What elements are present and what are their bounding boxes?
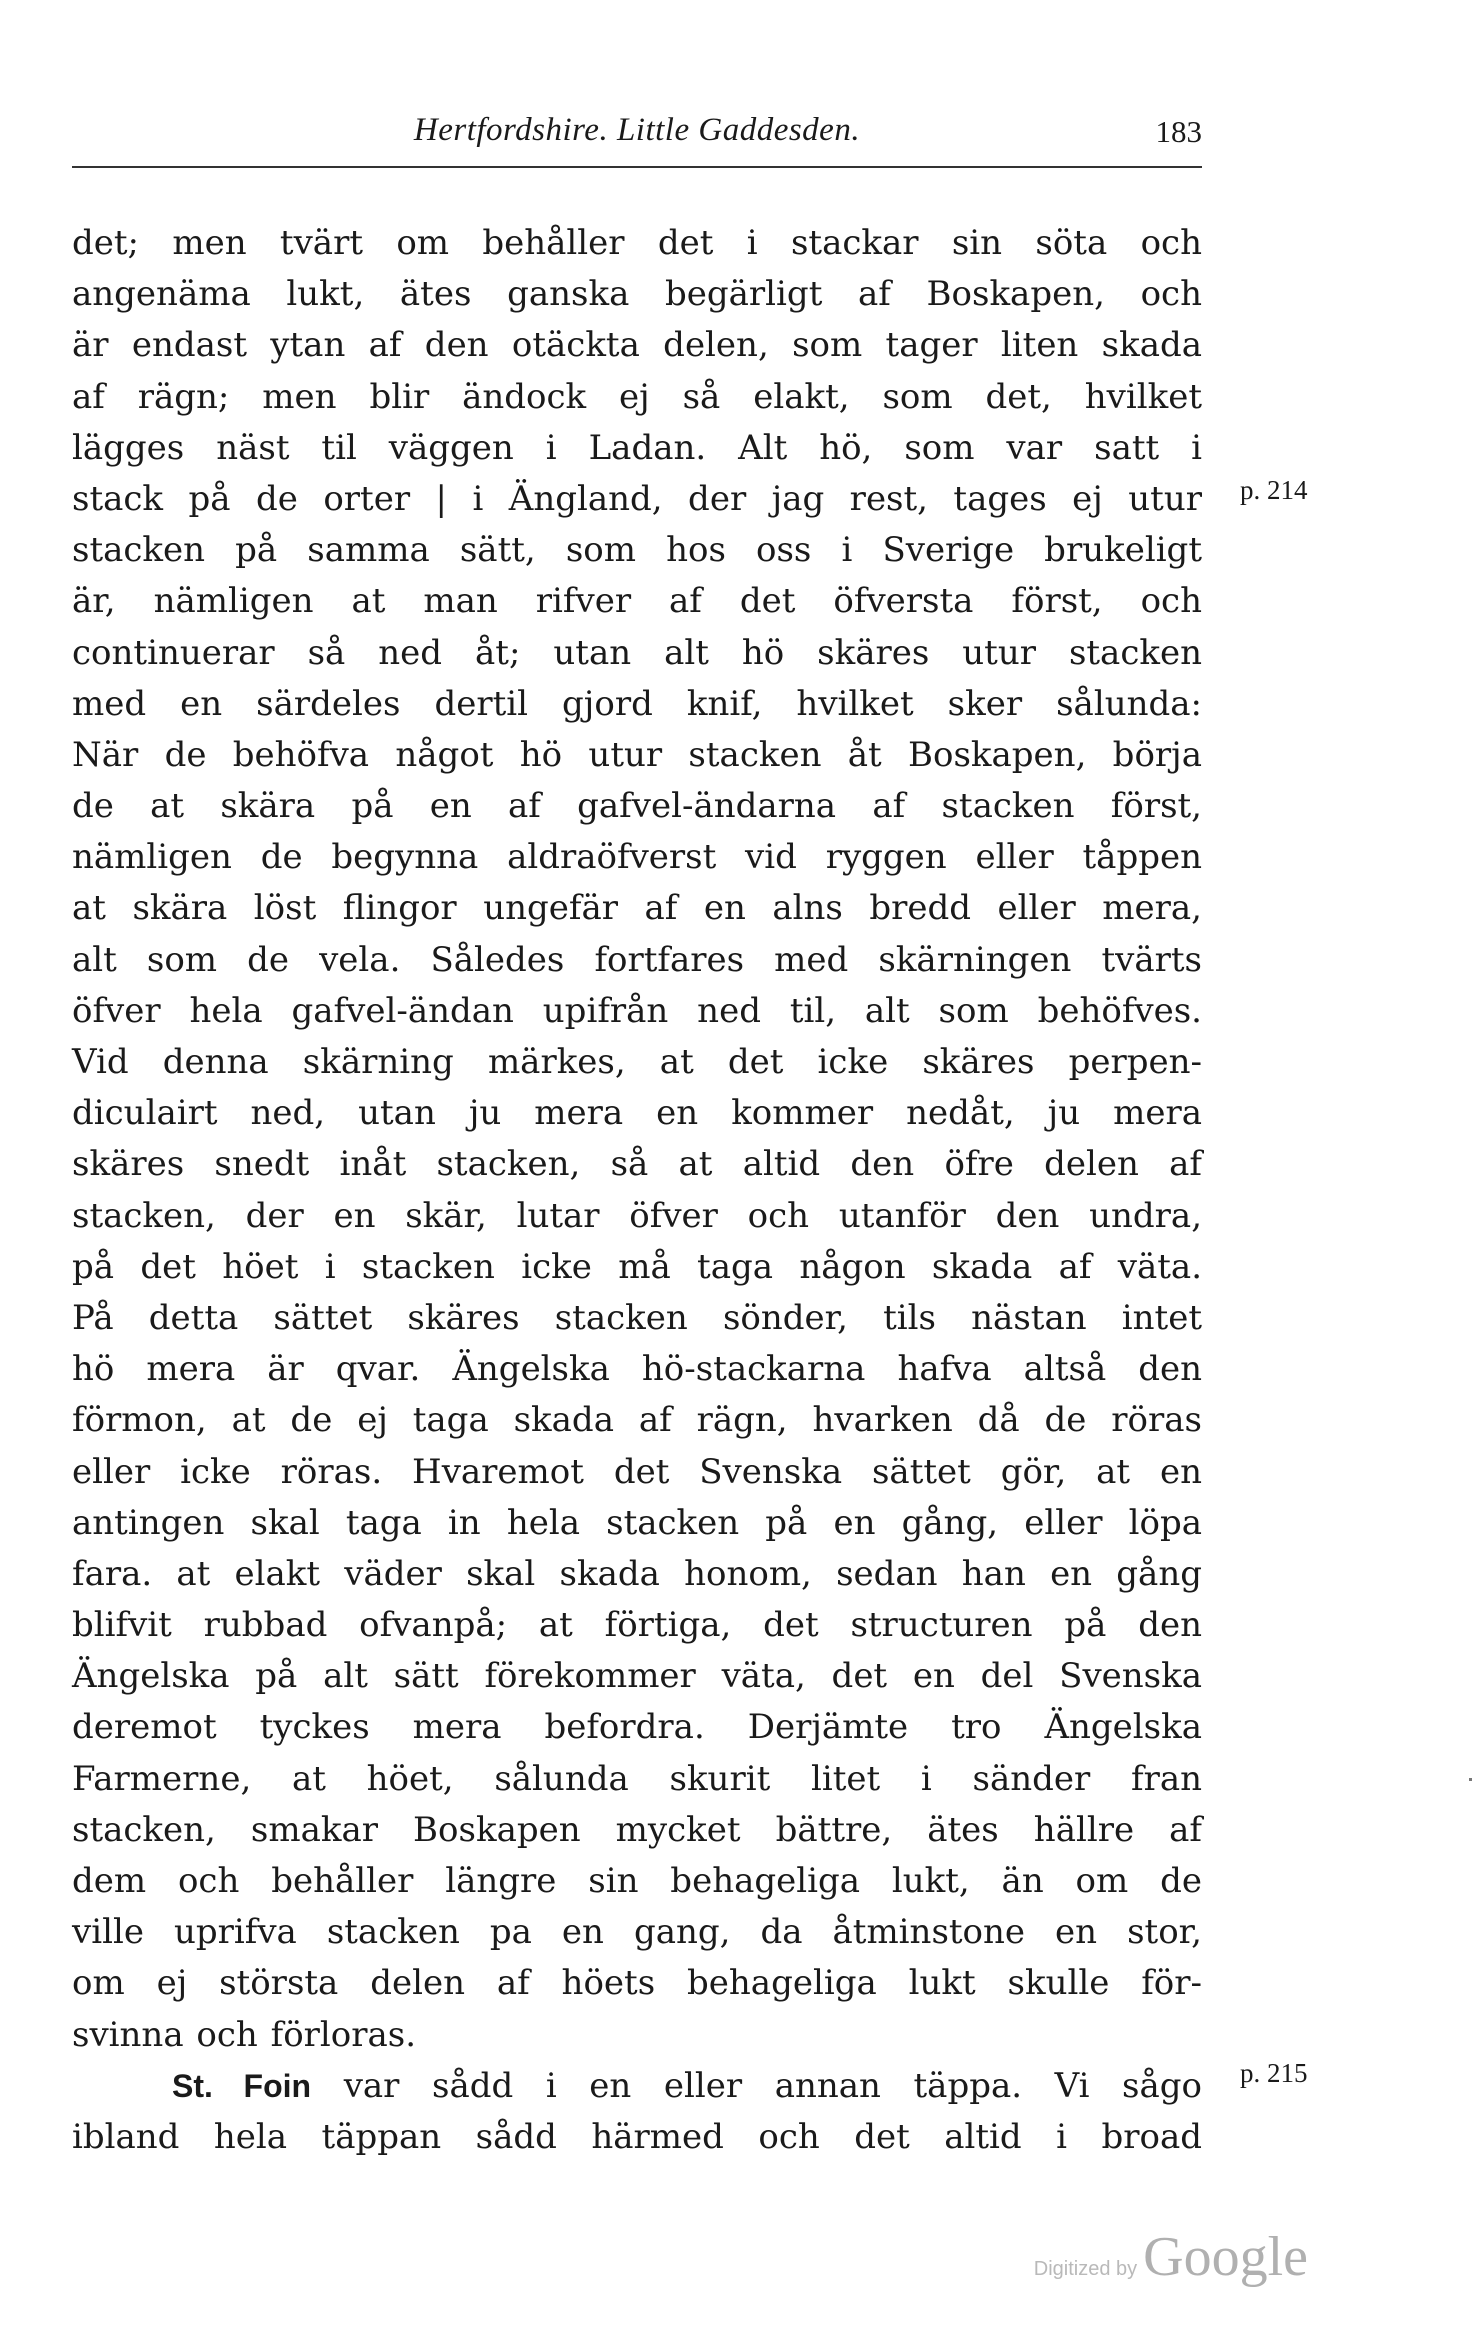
text-fragment: var sådd i en eller annan täppa. Vi sågo bbox=[343, 2065, 1203, 2106]
text-line: de at skära på en af gafvel-ändarna af stacken först, bbox=[72, 786, 1202, 827]
text-line: ville uprifva stacken pa en gang, da åtminstone en stor, bbox=[72, 1912, 1202, 1953]
text-line: är endast ytan af den otäckta delen, som tager liten skada bbox=[72, 325, 1202, 366]
text-line: om ej största delen af höets behageliga lukt skulle för- bbox=[72, 1963, 1202, 2004]
text-line: På detta sättet skäres stacken sönder, tils nästan intet bbox=[72, 1297, 1202, 1338]
text-line: eller icke röras. Hvaremot det Svenska sättet gör, at en bbox=[72, 1451, 1202, 1492]
text-line: Farmerne, at höet, sålunda skurit litet i sänder fran bbox=[72, 1758, 1202, 1799]
text-line: dem och behåller längre sin behageliga lukt, än om de bbox=[72, 1861, 1202, 1901]
text-line: stacken, der en skär, lutar öfver och utanför den undra, bbox=[72, 1195, 1202, 1236]
text-line: continuerar så ned åt; utan alt hö skäres utur stacken bbox=[72, 632, 1202, 673]
text-line: diculairt ned, utan ju mera en kommer nedåt, ju mera bbox=[72, 1093, 1202, 1134]
margin-note-page-ref: p. 214 bbox=[1240, 475, 1308, 505]
body-text bbox=[72, 218, 1202, 2163]
text-line: Vid denna skärning märkes, at det icke skäres perpen- bbox=[72, 1042, 1202, 1082]
text-line: stacken på samma sätt, som hos oss i Sverige brukeligt bbox=[72, 530, 1202, 571]
text-line: deremot tyckes mera befordra. Derjämte tro Ängelska bbox=[72, 1707, 1202, 1748]
header-rule bbox=[72, 166, 1202, 168]
margin-note-page-ref: p. 215 bbox=[1240, 2058, 1308, 2088]
text-line: af rägn; men blir ändock ej så elakt, som det, hvilket bbox=[72, 376, 1202, 417]
text-line: på det höet i stacken icke må taga någon skada af väta. bbox=[72, 1246, 1202, 1287]
text-line: fara. at elakt väder skal skada honom, sedan han en gång bbox=[72, 1553, 1202, 1594]
paragraph-end-line: svinna och förloras. bbox=[72, 2014, 417, 2055]
text-line: angenäma lukt, ätes ganska begärligt af Boskapen, och bbox=[72, 274, 1202, 315]
text-line: öfver hela gafvel-ändan upifrån ned til, alt som behöfves. bbox=[72, 990, 1202, 1031]
text-line: lägges näst til väggen i Ladan. Alt hö, som var satt i bbox=[72, 427, 1202, 468]
text-line: ibland hela täppan sådd härmed och det altid i broad bbox=[72, 2116, 1202, 2157]
running-title: Hertfordshire. Little Gaddesden. bbox=[413, 112, 861, 148]
page-number: 183 bbox=[1155, 114, 1202, 149]
text-line: När de behöfva något hö utur stacken åt Boskapen, börja bbox=[72, 734, 1202, 775]
text-line: hö mera är qvar. Ängelska hö-stackarna hafva altså den bbox=[72, 1349, 1202, 1390]
entry-heading: St. Foin bbox=[172, 2067, 312, 2104]
text-line: alt som de vela. Således fortfares med skärningen tvärts bbox=[72, 939, 1202, 980]
text-line: stacken, smakar Boskapen mycket bättre, ätes hällre af bbox=[72, 1809, 1202, 1850]
text-line: det; men tvärt om behåller det i stackar sin söta och bbox=[72, 223, 1202, 263]
text-line: Ängelska på alt sätt förekommer väta, det en del Svenska bbox=[72, 1656, 1202, 1697]
text-line: med en särdeles dertil gjord knif, hvilket sker sålunda: bbox=[72, 683, 1202, 724]
google-logo: Google bbox=[1143, 2226, 1308, 2288]
running-head bbox=[72, 112, 1202, 162]
text-line: förmon, at de ej taga skada af rägn, hvarken då de röras bbox=[72, 1400, 1202, 1441]
text-line: antingen skal taga in hela stacken på en gång, eller löpa bbox=[72, 1502, 1202, 1543]
text-line: är, nämligen at man rifver af det öfversta först, och bbox=[72, 581, 1202, 622]
scan-speck bbox=[1469, 1778, 1472, 1781]
text-line: stack på de orter | i Ängland, der jag rest, tages ej utur bbox=[72, 478, 1202, 519]
text-line: at skära löst flingor ungefär af en alns bredd eller mera, bbox=[72, 888, 1202, 929]
text-line: skäres snedt inåt stacken, så at altid den öfre delen af bbox=[72, 1144, 1202, 1185]
text-line: blifvit rubbad ofvanpå; at förtiga, det structuren på den bbox=[72, 1605, 1202, 1646]
digitized-watermark bbox=[1034, 2225, 1308, 2289]
text-line: nämligen de begynna aldraöfverst vid ryggen eller tåppen bbox=[72, 837, 1202, 878]
paragraph-start-line bbox=[72, 2061, 1202, 2112]
watermark-caption: Digitized by bbox=[1033, 2258, 1138, 2280]
